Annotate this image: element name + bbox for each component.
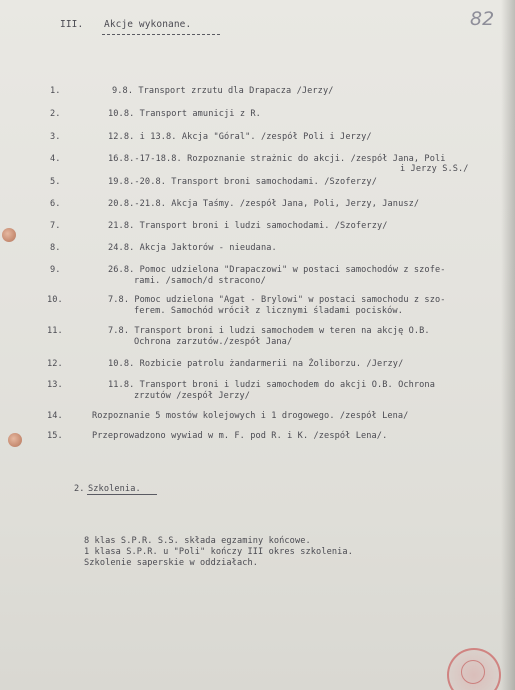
action-number: 2. [50, 109, 61, 119]
action-number: 6. [50, 199, 61, 209]
action-text: 7.8. Pomoc udzielona "Agat - Brylowi" w postaci samochodu z szo- [108, 295, 446, 305]
action-text: 19.8.-20.8. Transport broni samochodami. /Szoferzy/ [108, 177, 377, 187]
action-text: 24.8. Akcja Jaktorów - nieudana. [108, 243, 277, 253]
action-number: 4. [50, 154, 61, 164]
action-text: 9.8. Transport zrzutu dla Drapacza /Jerzy/ [112, 86, 334, 96]
action-text: Ochrona zarzutów./zespół Jana/ [134, 337, 293, 347]
punch-hole [8, 433, 22, 447]
action-text: 21.8. Transport broni i ludzi samochodami. /Szoferzy/ [108, 221, 388, 231]
training-line: Szkolenie saperskie w oddziałach. [84, 558, 259, 568]
section-number: III. [60, 19, 84, 30]
action-text: i Jerzy S.S./ [400, 164, 469, 174]
punch-hole [2, 228, 16, 242]
action-text: Rozpoznanie 5 mostów kolejowych i 1 drogowego. /zespół Lena/ [92, 411, 409, 421]
action-text: rami. /samoch/d stracono/ [134, 276, 266, 286]
action-text: 16.8.-17-18.8. Rozpoznanie strażnic do akcji. /zespół Jana, Poli [108, 154, 446, 164]
archive-stamp [447, 648, 501, 690]
action-text: 11.8. Transport broni i ludzi samochodem do akcji O.B. Ochrona [108, 380, 435, 390]
action-number: 8. [50, 243, 61, 253]
action-number: 14. [47, 411, 63, 421]
training-title: Szkolenia. [88, 484, 141, 494]
action-text: 12.8. i 13.8. Akcja "Góral". /zespół Poli i Jerzy/ [108, 132, 372, 142]
title-underline [102, 34, 220, 35]
training-line: 1 klasa S.P.R. u "Poli" kończy III okres szkolenia. [84, 547, 353, 557]
action-number: 10. [47, 295, 63, 305]
page-edge-shadow [501, 0, 515, 690]
action-text: ferem. Samochód wrócił z licznymi śladami pocisków. [134, 306, 403, 316]
action-text: zrzutów /zespół Jerzy/ [134, 391, 251, 401]
action-number: 1. [50, 86, 61, 96]
training-line: 8 klas S.P.R. S.S. składa egzaminy końcowe. [84, 536, 311, 546]
action-text: 26.8. Pomoc udzielona "Drapaczowi" w postaci samochodów z szofe- [108, 265, 446, 275]
action-number: 12. [47, 359, 63, 369]
action-number: 5. [50, 177, 61, 187]
action-text: 10.8. Rozbicie patrolu żandarmerii na Żoliborzu. /Jerzy/ [108, 359, 404, 369]
action-text: Przeprowadzono wywiad w m. F. pod R. i K. /zespół Lena/. [92, 431, 388, 441]
page-number: 82 [470, 8, 495, 30]
action-text: 20.8.-21.8. Akcja Taśmy. /zespół Jana, Poli, Jerzy, Janusz/ [108, 199, 420, 209]
stamp-emblem [461, 660, 485, 684]
action-number: 11. [47, 326, 63, 336]
training-underline [87, 494, 157, 495]
training-number: 2. [74, 484, 85, 494]
action-number: 9. [50, 265, 61, 275]
action-number: 13. [47, 380, 63, 390]
action-text: 7.8. Transport broni i ludzi samochodem w teren na akcję O.B. [108, 326, 430, 336]
action-text: 10.8. Transport amunicji z R. [108, 109, 261, 119]
section-title: Akcje wykonane. [104, 19, 192, 30]
action-number: 7. [50, 221, 61, 231]
action-number: 15. [47, 431, 63, 441]
action-number: 3. [50, 132, 61, 142]
